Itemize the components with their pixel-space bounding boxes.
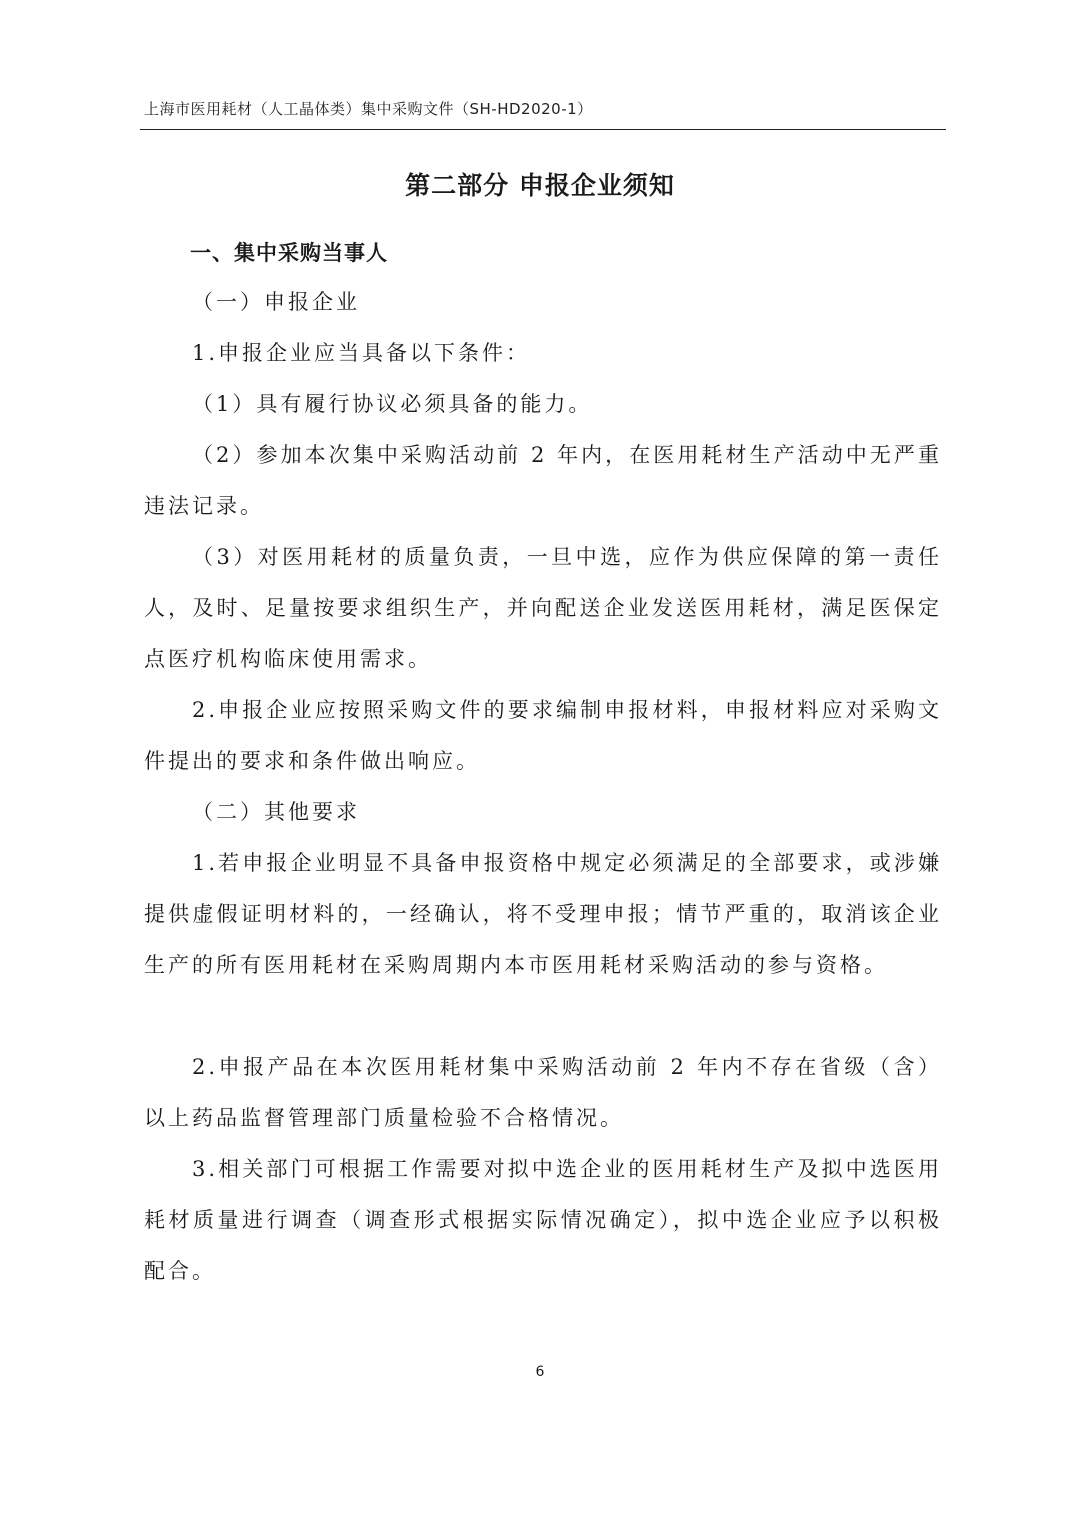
- page-number: 6: [535, 1364, 545, 1380]
- header-divider: [140, 129, 946, 130]
- paragraph-condition-2: （2）参加本次集中采购活动前 2 年内，在医用耗材生产活动中无严重违法记录。: [144, 443, 942, 518]
- subsection-heading-applicant: （一）申报企业: [192, 290, 360, 314]
- running-header: 上海市医用耗材（人工晶体类）集中采购文件（SH-HD2020-1）: [144, 100, 593, 118]
- paragraph-other-2: 2.申报产品在本次医用耗材集中采购活动前 2 年内不存在省级（含）以上药品监督管理部门质量检验不合格情况。: [144, 1055, 942, 1130]
- paragraph-other-1: 1.若申报企业明显不具备申报资格中规定必须满足的全部要求，或涉嫌提供虚假证明材料的，一经确认，将不受理申报；情节严重的，取消该企业生产的所有医用耗材在采购周期内本市医用耗材采购活动的参与资格。: [144, 851, 942, 977]
- subsection-heading-other: （二）其他要求: [192, 800, 360, 824]
- paragraph-condition-3: （3）对医用耗材的质量负责，一旦中选，应作为供应保障的第一责任人，及时、足量按要求组织生产，并向配送企业发送医用耗材，满足医保定点医疗机构临床使用需求。: [144, 545, 942, 671]
- paragraph-condition-1: （1）具有履行协议必须具备的能力。: [192, 392, 593, 416]
- paragraph-conditions-intro: 1.申报企业应当具备以下条件：: [192, 341, 531, 365]
- section-heading: 一、集中采购当事人: [190, 241, 388, 265]
- paragraph-other-3: 3.相关部门可根据工作需要对拟中选企业的医用耗材生产及拟中选医用耗材质量进行调查（调查形式根据实际情况确定），拟中选企业应予以积极配合。: [144, 1157, 942, 1283]
- paragraph-application-materials: 2.申报企业应按照采购文件的要求编制申报材料，申报材料应对采购文件提出的要求和条件做出响应。: [144, 698, 942, 773]
- page-title: 第二部分 申报企业须知: [405, 171, 675, 200]
